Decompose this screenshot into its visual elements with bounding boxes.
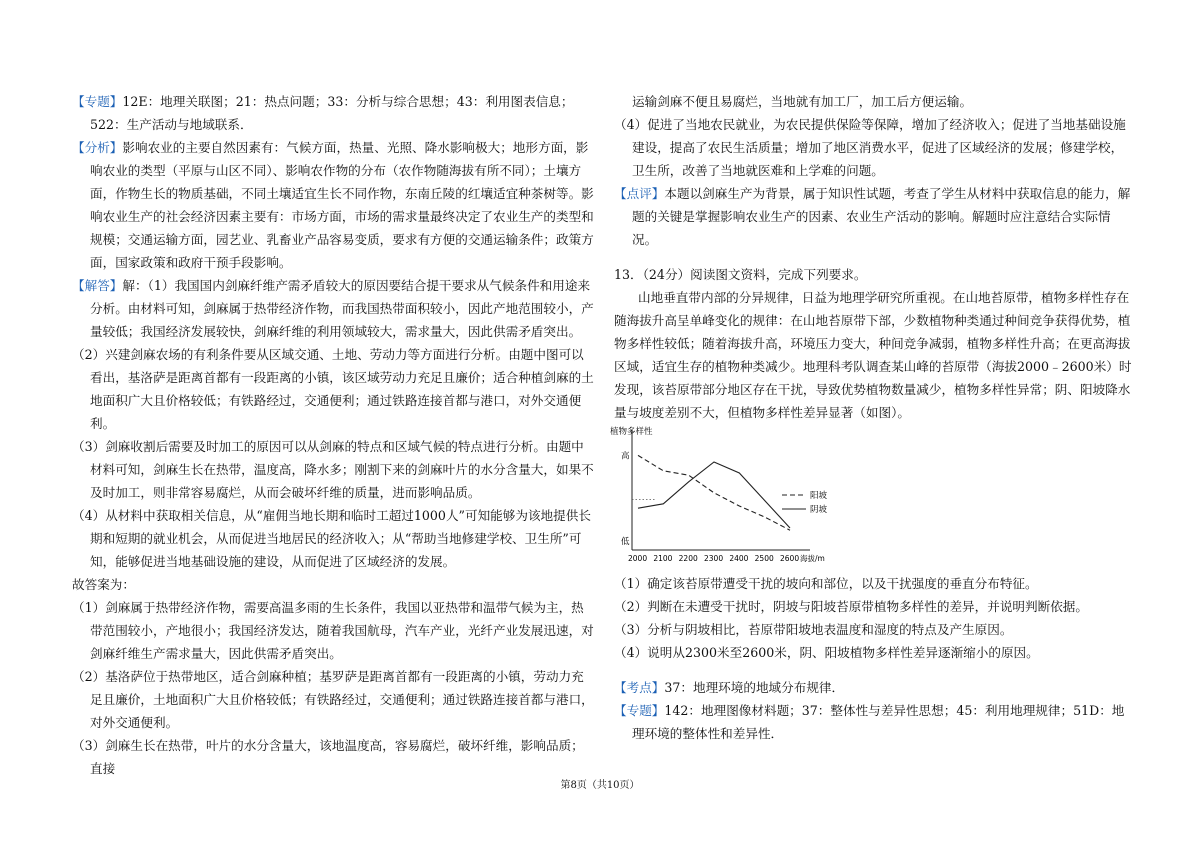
x-tick-label: 2200 [678,554,698,563]
paragraph [614,699,1134,745]
section-tag: 【分析】 [72,140,123,155]
paragraph-text: 故答案为： [72,577,135,592]
paragraph [72,343,594,435]
paragraph [72,573,594,596]
paragraph [72,596,594,665]
answer-continuation [614,90,1134,251]
paragraph [72,734,594,780]
question-13-passage: 山地垂直带内部的分异规律，日益为地理学研究所重视。在山地苔原带，植物多样性存在随海拔升高呈单峰变化的规律：在山地苔原带下部，少数植物种类通过种间竞争获得优势，植物多样性较低；随着海拔升高，环境压力变大，种间竞争减弱，植物多样性升高；在更高海拔区域，适宜生存的植物种类减少。地理科考队调查某山峰的苔原带（海拔2000﹣2600米）时发现，该苔原带部分地区存在干扰，导致优势植物数量减少，植物多样性异常；阴、阳坡降水量与坡度差别不大，但植物多样性差异显著（如图）。 [614,290,1132,420]
paragraph-text: （1）剑麻属于热带经济作物，需要高温多雨的生长条件，我国以亚热带和温带气候为主，热带范围较小，产地很小；我国经济发达，随着我国航母，汽车产业，光纤产业发展迅速，对剑麻纤维生产需求量大，因此供需矛盾突出。 [72,600,594,661]
paragraph [72,274,594,343]
paragraph-text: （3）剑麻生长在热带，叶片的水分含量大，该地温度高，容易腐烂，破坏纤维，影响品质；直接 [72,738,584,776]
sub-question: （1）确定该苔原带遭受干扰的坡向和部位，以及干扰强度的垂直分布特征。 [614,576,1038,591]
paragraph-text: 37：地理环境的地域分布规律． [664,680,845,695]
left-column [72,90,594,780]
section-tag: 【专题】 [72,94,123,109]
section-tag: 【考点】 [614,680,665,695]
x-tick-label: 2400 [729,554,749,563]
sub-question: （2）判断在未遭受干扰时，阴坡与阳坡苔原带植物多样性的差异，并说明判断依据。 [614,599,1088,614]
question-13-subquestions [614,572,1134,664]
paragraph-text: 解：（1）我国国内剑麻纤维产需矛盾较大的原因要结合提干要求从气候条件和用途来分析。由材料可知，剑麻属于热带经济作物，而我国热带面积较小，因此产地范围较小，产量较低；我国经济发展较快，剑麻纤维的利用领域较大，需求量大，因此供需矛盾突出。 [90,278,594,339]
section-tag: 【专题】 [614,703,665,718]
paragraph [72,504,594,573]
y-axis-label: 植物多样性 [610,427,653,437]
paragraph [614,113,1134,182]
paragraph-text: 本题以剑麻生产为背景，属于知识性试题，考查了学生从材料中获取信息的能力，解题的关键是掌握影响农业生产的因素、农业生产活动的影响。解题时应注意结合实际情况。 [632,186,1131,247]
y-low-label: 低 [621,537,630,548]
paragraph-text: 12E：地理关联图；21：热点问题；33：分析与综合思想；43：利用图表信息；522：生产活动与地域联系． [90,94,574,132]
question-13-analysis [614,676,1134,745]
x-tick-label: 2500 [754,554,774,563]
section-tag: 【点评】 [614,186,665,201]
x-tick-label: 2600 [780,554,800,563]
paragraph [72,136,594,274]
sub-question: （3）分析与阴坡相比，苔原带阳坡地表温度和湿度的特点及产生原因。 [614,622,1013,637]
sub-question: （4）说明从2300米至2600米，阴、阳坡植物多样性差异逐渐缩小的原因。 [614,645,1039,660]
right-column [610,90,1134,745]
x-axis-label: 海拔/m [800,554,825,563]
y-high-label: 高 [621,451,630,462]
page-footer: 第8页（共10页） [560,780,640,791]
paragraph [72,435,594,504]
paragraph-text: （3）剑麻收割后需要及时加工的原因可以从剑麻的特点和区域气候的特点进行分析。由题中材料可知，剑麻生长在热带，温度高，降水多；刚割下来的剑麻叶片的水分含量大，如果不及时加工，则非常容易腐烂，从而会破坏纤维的质量，进而影响品质。 [72,439,594,500]
legend-label: 阳坡 [810,491,828,501]
paragraph-text: （4）促进了当地农民就业，为农民提供保险等保障，增加了经济收入；促进了当地基础设施建设，提高了农民生活质量；增加了地区消费水平，促进了区域经济的发展；修建学校，卫生所，改善了当地就医难和上学难的问题。 [614,117,1126,178]
question-13-title: 13．（24分）阅读图文资料，完成下列要求。 [614,267,867,282]
paragraph-text: （2）基洛萨位于热带地区，适合剑麻种植；基罗萨是距离首都有一段距离的小镇，劳动力充足且廉价，土地面积广大且价格较低；有铁路经过，交通便利；通过铁路连接首都与港口，对外交通便利。 [72,669,594,730]
paragraph-text: 运输剑麻不便且易腐烂，当地就有加工厂，加工后方便运输。 [632,94,973,109]
paragraph-text: 142：地理图像材料题；37：整体性与差异性思想；45：利用地理规律；51D：地理环境的整体性和差异性． [632,703,1125,741]
biodiversity-chart [610,426,850,572]
x-tick-label: 2100 [653,554,673,563]
paragraph [614,90,1134,113]
x-tick-label: 2000 [628,554,648,563]
legend-label: 阴坡 [810,505,828,515]
paragraph-text: （2）兴建剑麻农场的有利条件要从区域交通、土地、劳动力等方面进行分析。由题中图可以看出，基洛萨是距离首都有一段距离的小镇，该区域劳动力充足且廉价；适合种植剑麻的土地面积广大且价格较低；有铁路经过，交通便利；通过铁路连接首都与港口，对外交通便利。 [72,347,594,431]
x-tick-label: 2300 [704,554,724,563]
paragraph [72,665,594,734]
paragraph [614,182,1134,251]
paragraph-text: 影响农业的主要自然因素有：气候方面，热量、光照、降水影响极大；地形方面，影响农业的类型（平原与山区不同）、影响农作物的分布（农作物随海拔有所不同）；土壤方面，作物生长的物质基础，不同土壤适宜生长不同作物，东南丘陵的红壤适宜种茶树等。影响农业生产的社会经济因素主要有：市场方面，市场的需求量最终决定了农业生产的类型和规模；交通运输方面，园艺业、乳畜业产品容易变质，要求有方便的交通运输条件；政策方面，国家政策和政府干预手段影响。 [90,140,594,270]
paragraph [72,90,594,136]
section-tag: 【解答】 [72,278,123,293]
paragraph [614,676,1134,699]
paragraph-text: （4）从材料中获取相关信息，从“雇佣当地长期和临时工超过1000人”可知能够为该地提供长期和短期的就业机会，从而促进当地居民的经济收入；从“帮助当地修建学校、卫生所”可知，能够促进当地基础设施的建设，从而促进了区域经济的发展。 [72,508,591,569]
